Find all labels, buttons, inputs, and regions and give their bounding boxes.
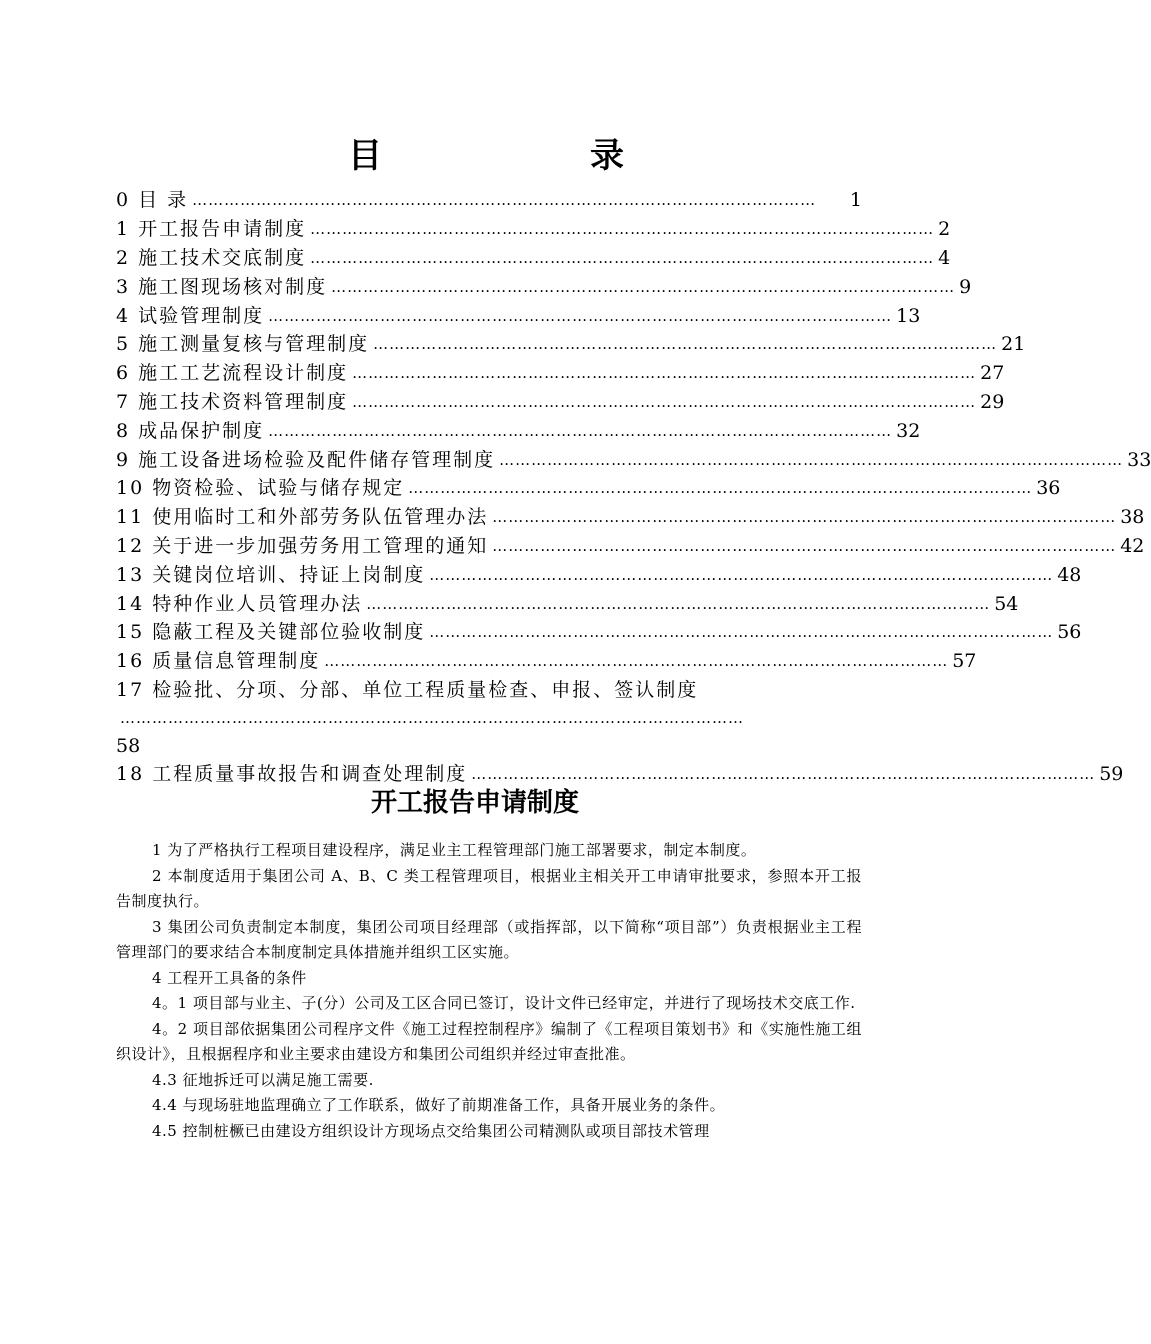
- toc-entry-page: 57: [952, 650, 977, 673]
- toc-entry: [116, 589, 1019, 618]
- toc-entry: [116, 359, 1005, 388]
- toc-entry-label: 8 成品保护制度: [116, 419, 265, 442]
- toc-entry-page: 48: [1057, 563, 1082, 586]
- toc-entry-page: 32: [896, 419, 921, 442]
- toc-entry-page: 58: [116, 734, 141, 757]
- toc-entry: [116, 301, 921, 330]
- section-paragraph: 4.4 与现场驻地监理确立了工作联系，做好了前期准备工作，具备开展业务的条件。: [152, 1096, 726, 1114]
- toc-entry-page: 33: [1127, 448, 1151, 471]
- toc-title-right: 录: [590, 136, 624, 176]
- toc-entry-page: 54: [994, 592, 1019, 615]
- toc-entry-page: 42: [1120, 534, 1145, 557]
- toc-entry: [116, 330, 1026, 359]
- section-body: [116, 838, 862, 1144]
- toc-entry-label: 5 施工测量复核与管理制度: [116, 333, 370, 356]
- toc-entry: [116, 416, 921, 445]
- toc-leader-dots: ………………………………………………………………………………………………………: [471, 764, 1096, 783]
- section-paragraph: 2 本制度适用于集团公司 A、B、C 类工程管理项目，根据业主相关开工申请审批要求，参照本开工报告制度执行。: [116, 866, 862, 910]
- toc-entry-page: 21: [1001, 333, 1026, 356]
- toc-entry: [116, 186, 862, 215]
- section-paragraph: 4。1 项目部与业主、子(分）公司及工区合同已签订，设计文件已经审定，并进行了现场技术交底工作.: [152, 994, 856, 1012]
- toc-leader-dots: ………………………………………………………………………………………………………: [324, 652, 949, 671]
- toc-title-left: 目: [348, 136, 382, 176]
- toc-entry: [116, 445, 1151, 474]
- toc-entry: [116, 618, 1082, 647]
- toc-leader-dots: ………………………………………………………………………………………………………: [352, 364, 977, 383]
- section-paragraph: 4.3 征地拆迁可以满足施工需要.: [152, 1070, 374, 1089]
- toc-entry-label: 2 施工技术交底制度: [116, 246, 307, 269]
- toc-entry-label: 11 使用临时工和外部劳务队伍管理办法: [116, 506, 489, 529]
- toc-entry-label: 9 施工设备进场检验及配件储存管理制度: [116, 448, 496, 471]
- toc-entry-page: 29: [980, 390, 1005, 413]
- toc-entry-label: 7 施工技术资料管理制度: [116, 390, 349, 413]
- toc-entry-label: 18 工程质量事故报告和调查处理制度: [116, 762, 468, 785]
- toc-entry-label: 14 特种作业人员管理办法: [116, 592, 363, 615]
- section-paragraph: 4 工程开工具备的条件: [152, 968, 307, 987]
- toc-leader-dots: ………………………………………………………………………………………………………: [366, 594, 991, 613]
- toc-leader-dots: ………………………………………………………………………………………………………: [429, 565, 1054, 584]
- toc-entry-label: 13 关键岗位培训、持证上岗制度: [116, 563, 426, 586]
- toc-leader-dots: ………………………………………………………………………………………………………: [331, 277, 956, 296]
- toc-leader-dots: ………………………………………………………………………………………………………: [268, 421, 893, 440]
- toc-entry-page: 1: [849, 189, 862, 212]
- toc-entry-page: 59: [1099, 762, 1124, 785]
- toc-leader-dots: ………………………………………………………………………………………………………: [408, 479, 1033, 498]
- section-paragraph: 4。2 项目部依据集团公司程序文件《施工过程控制程序》编制了《工程项目策划书》和《实施性施工组织设计》，且根据程序和业主要求由建设方和集团公司组织并经过审查批准。: [116, 1019, 862, 1063]
- toc-entry-label: 3 施工图现场核对制度: [116, 275, 328, 298]
- toc-leader-dots: ………………………………………………………………………………………………………: [492, 536, 1117, 555]
- toc-entry: [116, 272, 972, 301]
- toc-entry-label: 16 质量信息管理制度: [116, 650, 321, 673]
- toc-entry: [116, 503, 1145, 532]
- toc-entry-label: 17 检验批、分项、分部、单位工程质量检查、申报、签认制度: [116, 678, 699, 701]
- toc-leader-dots: ………………………………………………………………………………………………………: [120, 708, 744, 727]
- section-title: 开工报告申请制度: [370, 788, 579, 818]
- toc-entry-page: 27: [980, 362, 1005, 385]
- toc-entry: [116, 532, 1145, 561]
- toc-title: [0, 128, 950, 178]
- toc-entry-page: 56: [1057, 621, 1082, 644]
- toc-leader-dots: ………………………………………………………………………………………………………: [373, 335, 998, 354]
- toc-entry-label: 6 施工工艺流程设计制度: [116, 362, 349, 385]
- toc-leader-dots: ………………………………………………………………………………………………………: [499, 450, 1124, 469]
- section-paragraph: 1 为了严格执行工程项目建设程序，满足业主工程管理部门施工部署要求，制定本制度。: [152, 841, 757, 859]
- toc-entry: [116, 676, 862, 760]
- toc-entry: [116, 560, 1082, 589]
- toc-entry: [116, 215, 951, 244]
- toc-entry-page: 2: [938, 218, 951, 241]
- toc-entry-page: 13: [896, 304, 921, 327]
- toc-entry-label: 15 隐蔽工程及关键部位验收制度: [116, 621, 426, 644]
- toc-entry-page: 36: [1036, 477, 1061, 500]
- toc-entry-label: 0 目 录: [116, 189, 189, 212]
- toc-entry-label: 1 开工报告申请制度: [116, 218, 307, 241]
- toc-entry-label: 4 试验管理制度: [116, 304, 265, 327]
- toc-leader-dots: ………………………………………………………………………………………………………: [310, 248, 935, 267]
- section-paragraph: 3 集团公司负责制定本制度，集团公司项目经理部（或指挥部，以下简称“项目部”）负责根据业主工程管理部门的要求结合本制度制定具体措施并组织工区实施。: [116, 917, 862, 961]
- toc-entry-label: 10 物资检验、试验与储存规定: [116, 477, 405, 500]
- toc-leader-dots: ………………………………………………………………………………………………………: [310, 220, 935, 239]
- section-paragraph: 4.5 控制桩橛已由建设方组织设计方现场点交给集团公司精测队或项目部技术管理: [152, 1121, 710, 1140]
- table-of-contents: [116, 186, 1151, 788]
- toc-leader-dots: ………………………………………………………………………………………………………: [352, 392, 977, 411]
- toc-entry: [116, 388, 1005, 417]
- toc-leader-dots: ………………………………………………………………………………………………………: [192, 191, 817, 210]
- toc-entry-label: 12 关于进一步加强劳务用工管理的通知: [116, 534, 489, 557]
- toc-entry: [116, 244, 951, 273]
- toc-leader-dots: ………………………………………………………………………………………………………: [492, 508, 1117, 527]
- toc-entry-page: 38: [1120, 506, 1145, 529]
- toc-leader-dots: ………………………………………………………………………………………………………: [268, 306, 893, 325]
- toc-entry-page: 4: [938, 246, 951, 269]
- toc-entry-page: 9: [959, 275, 972, 298]
- toc-entry: [116, 647, 977, 676]
- toc-entry: [116, 474, 1061, 503]
- toc-leader-dots: ………………………………………………………………………………………………………: [429, 623, 1054, 642]
